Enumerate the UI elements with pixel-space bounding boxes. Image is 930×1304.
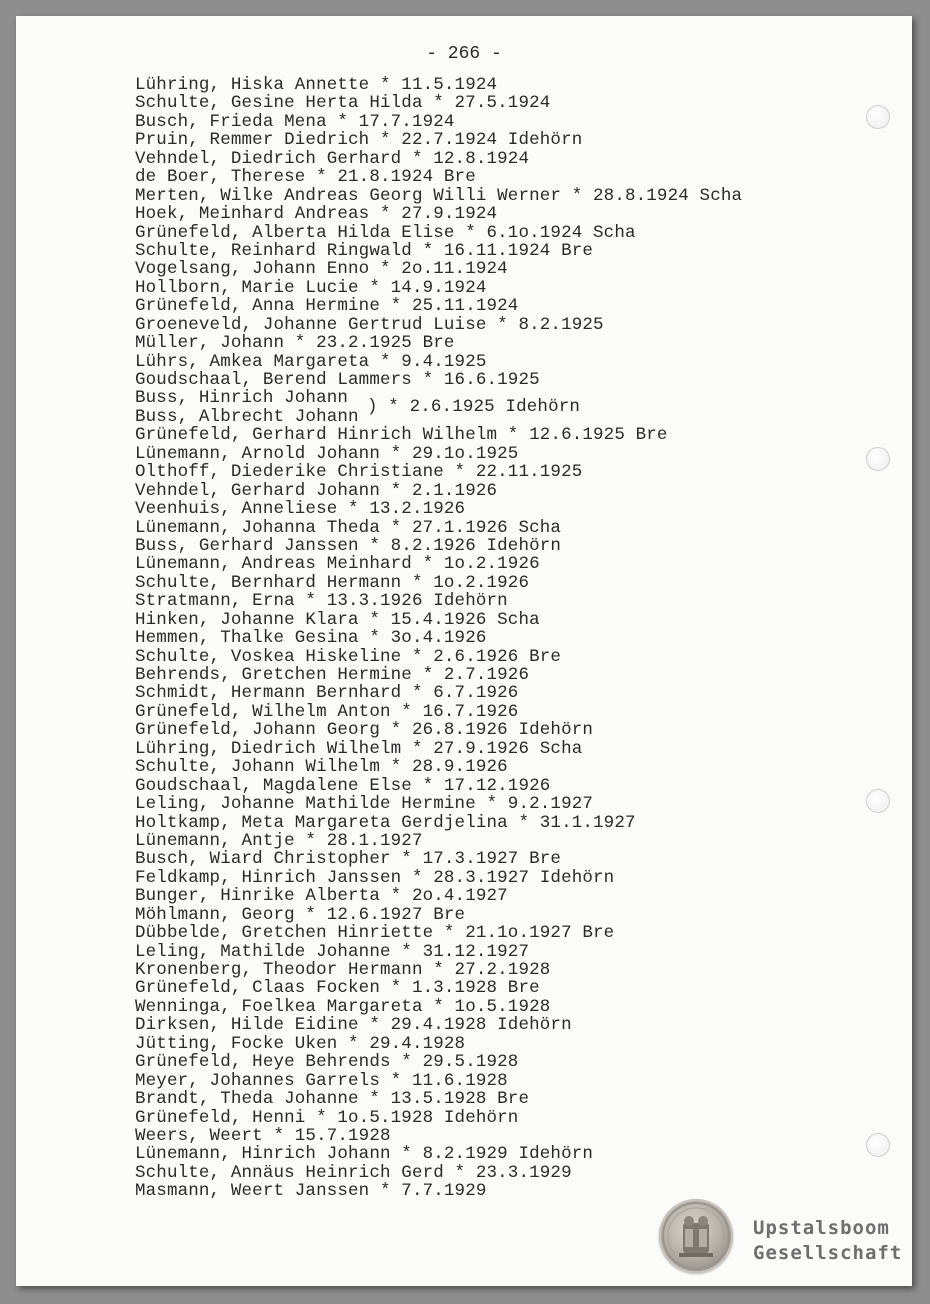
register-entry: Vogelsang, Johann Enno * 2o.11.1924 (135, 259, 508, 280)
register-entry: Grünefeld, Henni * 1o.5.1928 Idehörn (135, 1107, 519, 1128)
register-entry: Grünefeld, Heye Behrends * 29.5.1928 (135, 1052, 519, 1073)
register-entry: Schulte, Reinhard Ringwald * 16.11.1924 Bre (135, 240, 594, 261)
register-entry: Schulte, Annäus Heinrich Gerd * 23.3.1929 (135, 1162, 572, 1183)
register-entry: Busch, Frieda Mena * 17.7.1924 (135, 111, 455, 132)
register-entry: Olthoff, Diederike Christiane * 22.11.1925 (135, 462, 583, 483)
logo-text (753, 1216, 902, 1266)
register-entry: Möhlmann, Georg * 12.6.1927 Bre (135, 904, 466, 925)
register-entry: Lünemann, Hinrich Johann * 8.2.1929 Idehörn (135, 1144, 594, 1165)
birth-register-list (135, 76, 742, 1201)
document-page (16, 16, 912, 1286)
register-entry: Hemmen, Thalke Gesina * 3o.4.1926 (135, 628, 487, 649)
register-entry: Leling, Johanne Mathilde Hermine * 9.2.1927 (135, 794, 594, 815)
register-entry: Lünemann, Arnold Johann * 29.1o.1925 (135, 443, 519, 464)
register-entry: Vehndel, Gerhard Johann * 2.1.1926 (135, 480, 498, 501)
register-entry: Lühring, Hiska Annette * 11.5.1924 (135, 75, 498, 95)
register-entry: Schmidt, Hermann Bernhard * 6.7.1926 (135, 683, 519, 704)
register-entry: Schulte, Bernhard Hermann * 1o.2.1926 (135, 572, 530, 593)
register-entry: Dübbelde, Gretchen Hinriette * 21.1o.1927 Bre (135, 923, 615, 944)
register-entry: Masmann, Weert Janssen * 7.7.1929 (135, 1181, 487, 1202)
register-entry: Schulte, Johann Wilhelm * 28.9.1926 (135, 757, 508, 778)
twin-birth-date: ) * 2.6.1925 Idehörn (367, 397, 581, 418)
register-entry: Pruin, Remmer Diedrich * 22.7.1924 Idehörn (135, 130, 583, 151)
register-entry: Vehndel, Diedrich Gerhard * 12.8.1924 (135, 148, 530, 169)
register-entry: Goudschaal, Magdalene Else * 17.12.1926 (135, 775, 551, 796)
punch-hole (866, 789, 890, 813)
register-entry: Jütting, Focke Uken * 29.4.1928 (135, 1033, 466, 1054)
register-entry: Veenhuis, Anneliese * 13.2.1926 (135, 499, 466, 520)
register-entry: Dirksen, Hilde Eidine * 29.4.1928 Idehörn (135, 1015, 572, 1036)
register-entry: Hinken, Johanne Klara * 15.4.1926 Scha (135, 609, 540, 630)
logo-line-2: Gesellschaft (753, 1242, 903, 1264)
register-entry: Lünemann, Andreas Meinhard * 1o.2.1926 (135, 554, 540, 575)
page-number: - 266 - (426, 44, 502, 64)
register-entry: Busch, Wiard Christopher * 17.3.1927 Bre (135, 849, 562, 870)
register-entry: Lünemann, Johanna Theda * 27.1.1926 Scha (135, 517, 562, 538)
register-entry: Buss, Gerhard Janssen * 8.2.1926 Idehörn (135, 535, 562, 556)
upstalsboom-seal-logo (659, 1199, 733, 1273)
register-entry: Groeneveld, Johanne Gertrud Luise * 8.2.1925 (135, 314, 604, 335)
register-entry: Wenninga, Foelkea Margareta * 1o.5.1928 (135, 996, 551, 1017)
register-entry: Feldkamp, Hinrich Janssen * 28.3.1927 Idehörn (135, 867, 615, 888)
register-entry: Goudschaal, Berend Lammers * 16.6.1925 (135, 370, 540, 390)
register-entry: Lühring, Diedrich Wilhelm * 27.9.1926 Scha (135, 738, 583, 759)
register-entry: Merten, Wilke Andreas Georg Willi Werner * 28.8.1924 Scha (135, 185, 743, 206)
punch-hole (866, 447, 890, 471)
register-entry: Grünefeld, Claas Focken * 1.3.1928 Bre (135, 978, 540, 999)
twin-name: Buss, Albrecht Johann (135, 406, 359, 427)
register-entry: Grünefeld, Anna Hermine * 25.11.1924 (135, 296, 519, 317)
register-entry: Schulte, Voskea Hiskeline * 2.6.1926 Bre (135, 646, 562, 667)
register-entry: Meyer, Johannes Garrels * 11.6.1928 (135, 1070, 508, 1091)
register-entry: Leling, Mathilde Johanne * 31.12.1927 (135, 941, 530, 962)
register-entry: Kronenberg, Theodor Hermann * 27.2.1928 (135, 960, 551, 981)
register-entry: Müller, Johann * 23.2.1925 Bre (135, 333, 455, 354)
register-entry: Weers, Weert * 15.7.1928 (135, 1125, 391, 1146)
register-entry: de Boer, Therese * 21.8.1924 Bre (135, 167, 476, 188)
register-entry: Brandt, Theda Johanne * 13.5.1928 Bre (135, 1089, 530, 1110)
register-entry: Stratmann, Erna * 13.3.1926 Idehörn (135, 591, 508, 612)
punch-hole (866, 1133, 890, 1157)
register-entry: Grünefeld, Johann Georg * 26.8.1926 Idehörn (135, 720, 594, 741)
register-entry: Bunger, Hinrike Alberta * 2o.4.1927 (135, 886, 508, 907)
register-entry-twins (135, 389, 742, 426)
register-entry: Hollborn, Marie Lucie * 14.9.1924 (135, 277, 487, 298)
twin-name: Buss, Hinrich Johann (135, 388, 349, 409)
register-entry: Schulte, Gesine Herta Hilda * 27.5.1924 (135, 93, 551, 114)
register-entry: Behrends, Gretchen Hermine * 2.7.1926 (135, 665, 530, 686)
register-entry: Holtkamp, Meta Margareta Gerdjelina * 31.1.1927 (135, 812, 636, 833)
register-entry: Grünefeld, Alberta Hilda Elise * 6.1o.1924 Scha (135, 222, 636, 243)
register-entry: Grünefeld, Gerhard Hinrich Wilhelm * 12.6.1925 Bre (135, 425, 668, 446)
logo-line-1: Upstalsboom (753, 1217, 890, 1239)
register-entry: Lührs, Amkea Margareta * 9.4.1925 (135, 351, 487, 372)
register-entry: Lünemann, Antje * 28.1.1927 (135, 830, 423, 851)
register-entry: Hoek, Meinhard Andreas * 27.9.1924 (135, 204, 498, 225)
punch-hole (866, 105, 890, 129)
register-entry: Grünefeld, Wilhelm Anton * 16.7.1926 (135, 701, 519, 722)
